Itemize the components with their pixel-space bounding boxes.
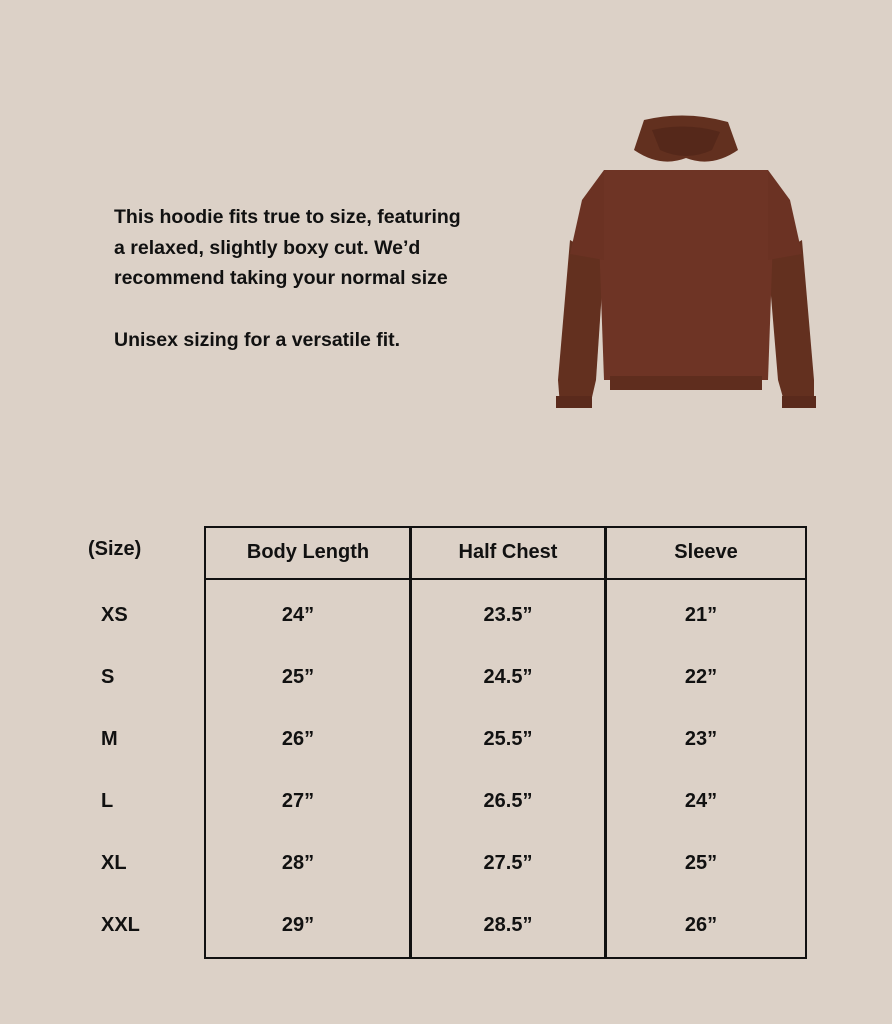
cell-half-chest: 25.5”	[483, 728, 533, 750]
size-chart-table	[204, 526, 807, 959]
hoodie-product-image	[552, 110, 820, 410]
unisex-note: Unisex sizing for a versatile fit.	[114, 328, 401, 351]
size-label: XL	[101, 852, 127, 874]
cell-sleeve: 22”	[684, 666, 718, 688]
cell-half-chest: 26.5”	[483, 790, 533, 812]
size-label: L	[101, 790, 114, 812]
cell-body-length: 26”	[281, 728, 315, 750]
cell-sleeve: 24”	[684, 790, 718, 812]
cell-sleeve: 25”	[684, 852, 718, 874]
cell-half-chest: 24.5”	[483, 666, 533, 688]
cell-half-chest: 27.5”	[483, 852, 533, 874]
cell-sleeve: 23”	[684, 728, 718, 750]
size-label: S	[101, 666, 115, 688]
size-label: M	[101, 728, 118, 750]
cell-body-length: 24”	[281, 604, 315, 626]
header-half-chest: Half Chest	[458, 541, 558, 563]
cell-body-length: 25”	[281, 666, 315, 688]
cell-sleeve: 26”	[684, 914, 718, 936]
cell-body-length: 27”	[281, 790, 315, 812]
cell-half-chest: 23.5”	[483, 604, 533, 626]
fit-text-line: a relaxed, slightly boxy cut. We’d	[114, 236, 421, 259]
cell-sleeve: 21”	[684, 604, 718, 626]
size-label: XS	[101, 604, 128, 626]
header-body-length: Body Length	[246, 541, 370, 563]
fit-description	[114, 202, 534, 355]
cell-body-length: 29”	[281, 914, 315, 936]
cell-body-length: 28”	[281, 852, 315, 874]
size-column-label: (Size)	[88, 538, 142, 560]
cell-half-chest: 28.5”	[483, 914, 533, 936]
fit-text-line: recommend taking your normal size	[114, 267, 448, 289]
fit-text-line: This hoodie fits true to size, featuring	[114, 206, 461, 228]
size-list	[101, 576, 201, 948]
header-sleeve: Sleeve	[674, 541, 738, 563]
size-label: XXL	[101, 914, 140, 936]
